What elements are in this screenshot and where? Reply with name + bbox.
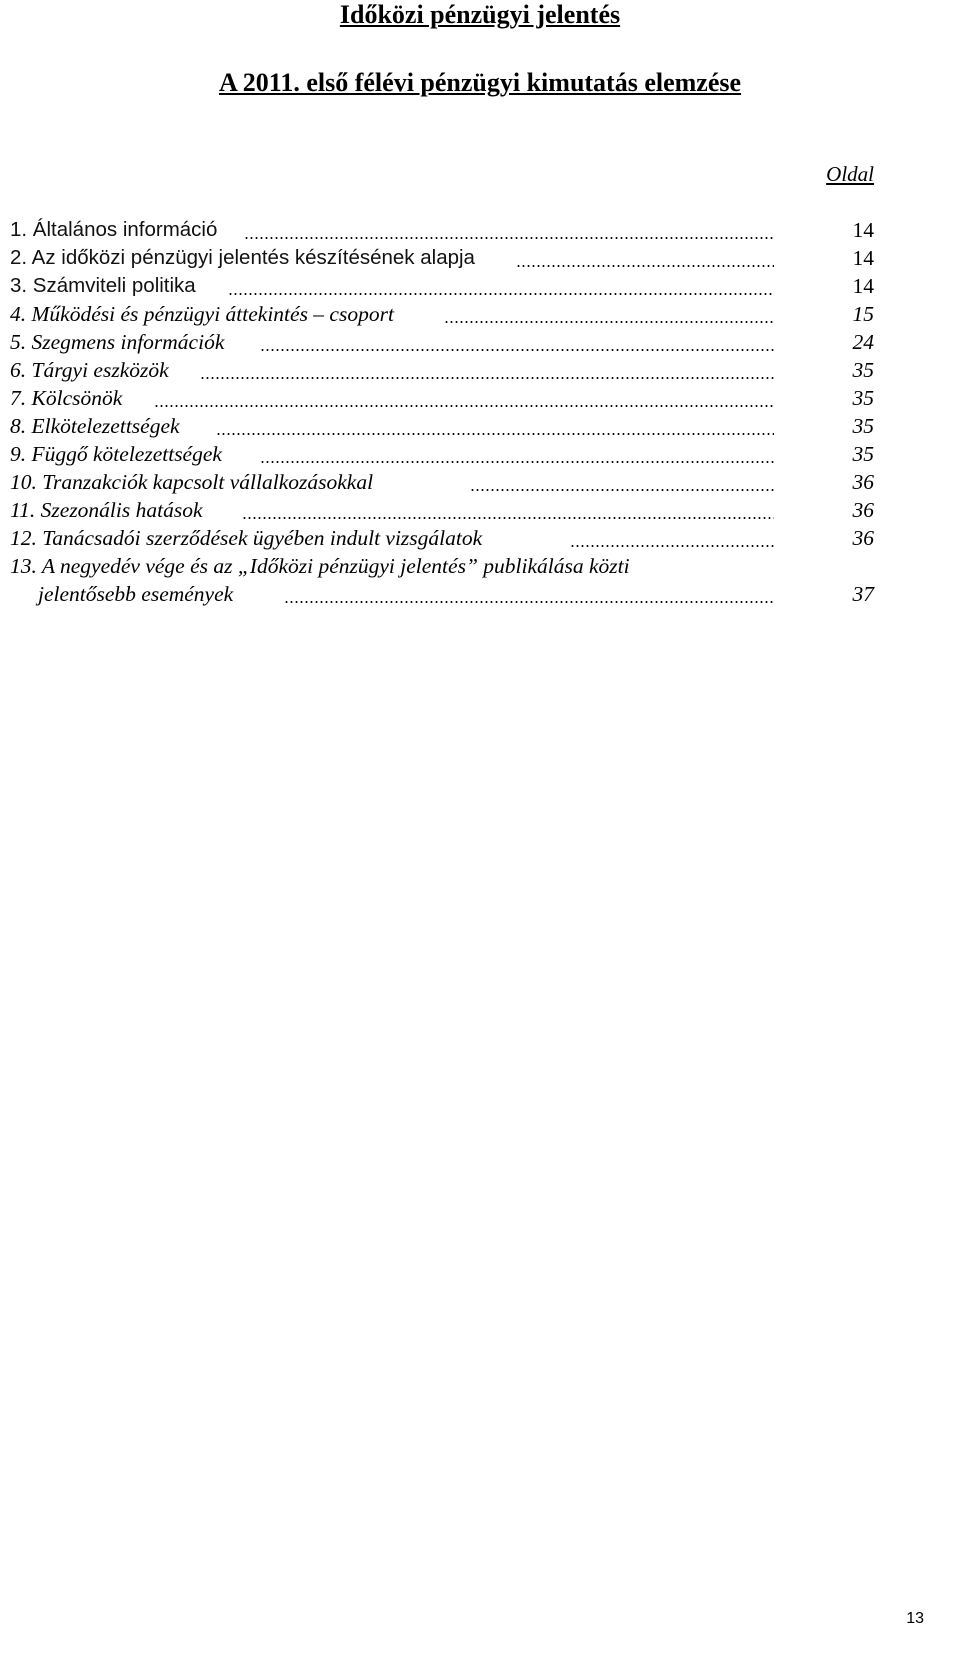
toc-entry-2[interactable] — [10, 244, 874, 272]
toc-entry-text: 11. Szezonális hatások — [10, 498, 203, 522]
dot-leader — [570, 545, 774, 547]
toc-entry-page: 14 — [852, 218, 874, 242]
toc-entry-text: 4. Működési és pénzügyi áttekintés – csoport — [10, 302, 394, 326]
dot-leader — [284, 601, 774, 603]
toc-entry-text-continued: jelentősebb események — [38, 582, 234, 606]
dot-leader — [516, 265, 774, 267]
toc-entry-page: 14 — [852, 246, 874, 270]
dot-leader — [216, 433, 774, 435]
dot-leader — [470, 489, 774, 491]
toc-entry-page: 35 — [852, 386, 874, 410]
document-subtitle: A 2011. első félévi pénzügyi kimutatás elemzése — [218, 68, 742, 97]
dot-leader — [260, 461, 774, 463]
toc-entry-page: 36 — [852, 526, 874, 550]
toc-entry-6[interactable] — [10, 356, 874, 384]
toc-entry-5[interactable] — [10, 328, 874, 356]
toc-entry-text: 6. Tárgyi eszközök — [10, 358, 169, 382]
toc-entry-3[interactable] — [10, 272, 874, 300]
toc-entry-7[interactable] — [10, 384, 874, 412]
toc-entry-text: 8. Elkötelezettségek — [10, 414, 180, 438]
table-of-contents — [10, 216, 874, 608]
toc-entry-page: 37 — [852, 582, 874, 606]
toc-entry-13-continued[interactable] — [10, 580, 874, 608]
toc-entry-text: 13. A negyedév vége és az „Időközi pénzügyi jelentés” publikálása közti — [10, 554, 630, 578]
toc-entry-text: 12. Tanácsadói szerződések ügyében indult vizsgálatok — [10, 526, 483, 550]
toc-entry-text: 10. Tranzakciók kapcsolt vállalkozásokkal — [10, 470, 374, 494]
page-column-label: Oldal — [826, 162, 874, 186]
dot-leader — [244, 237, 774, 239]
toc-entry-page: 15 — [852, 302, 874, 326]
toc-entry-text: 3. Számviteli politika — [10, 274, 196, 297]
toc-entry-text: 2. Az időközi pénzügyi jelentés készítésének alapja — [10, 246, 475, 269]
toc-entry-text: 1. Általános információ — [10, 218, 218, 241]
dot-leader — [242, 517, 774, 519]
dot-leader — [154, 405, 774, 407]
toc-entry-12[interactable] — [10, 524, 874, 552]
page-number: 13 — [906, 1610, 924, 1627]
toc-entry-1[interactable] — [10, 216, 874, 244]
dot-leader — [228, 293, 774, 295]
toc-entry-page: 35 — [852, 414, 874, 438]
toc-entry-text: 9. Függő kötelezettségek — [10, 442, 222, 466]
toc-entry-11[interactable] — [10, 496, 874, 524]
dot-leader — [260, 349, 774, 351]
toc-entry-page: 14 — [852, 274, 874, 298]
toc-entry-page: 24 — [852, 330, 874, 354]
toc-entry-4[interactable] — [10, 300, 874, 328]
dot-leader — [200, 377, 774, 379]
toc-entry-page: 36 — [852, 498, 874, 522]
toc-entry-10[interactable] — [10, 468, 874, 496]
toc-entry-text: 7. Kölcsönök — [10, 386, 123, 410]
toc-entry-8[interactable] — [10, 412, 874, 440]
document-title: Időközi pénzügyi jelentés — [339, 0, 621, 29]
toc-entry-9[interactable] — [10, 440, 874, 468]
toc-entry-page: 36 — [852, 470, 874, 494]
toc-entry-text: 5. Szegmens információk — [10, 330, 225, 354]
toc-entry-page: 35 — [852, 358, 874, 382]
toc-entry-13[interactable] — [10, 552, 874, 580]
toc-entry-page: 35 — [852, 442, 874, 466]
dot-leader — [444, 321, 774, 323]
